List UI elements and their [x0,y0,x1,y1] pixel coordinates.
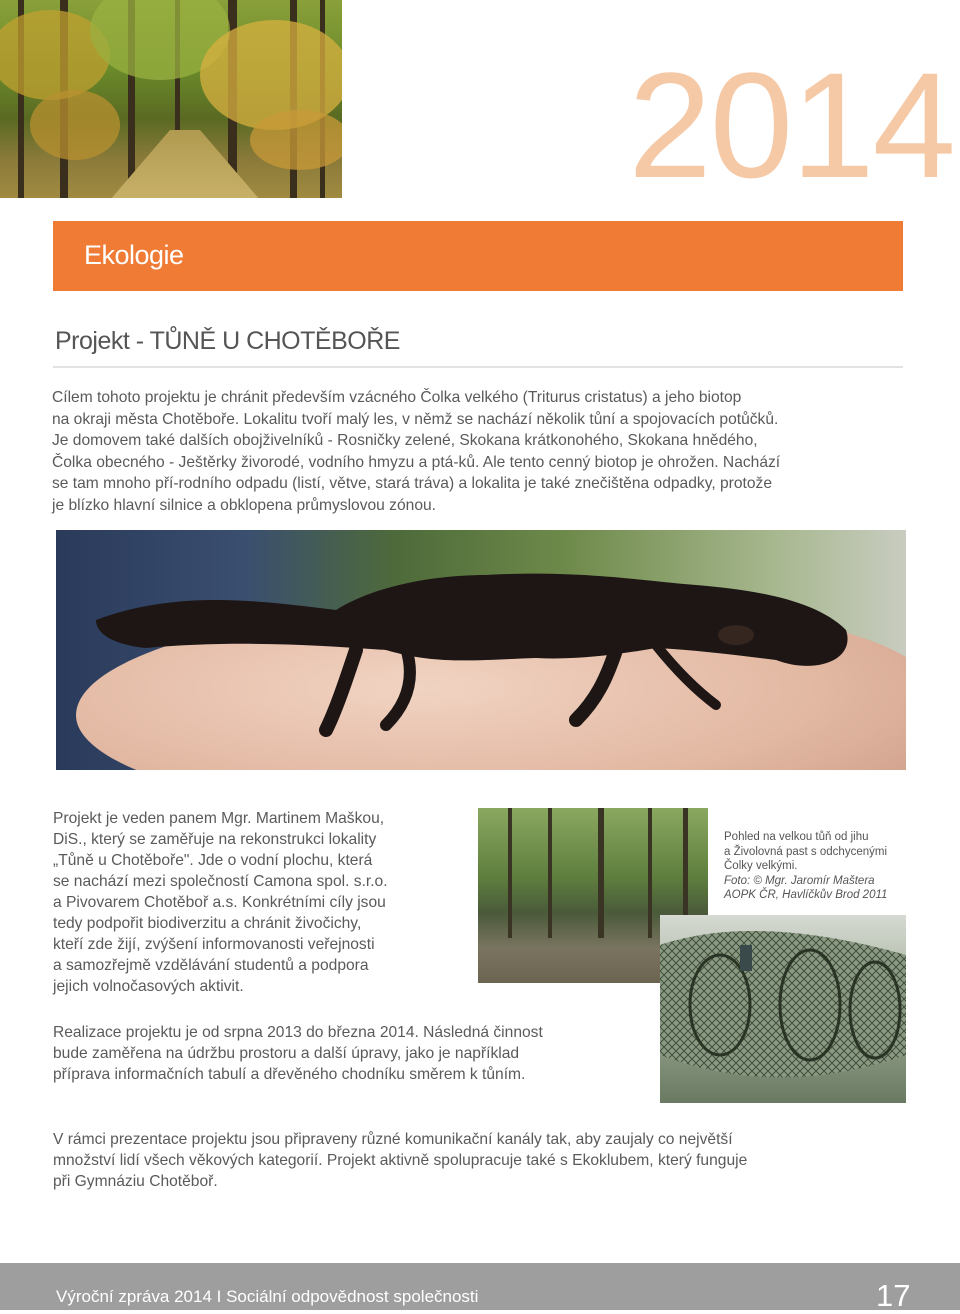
presentation-paragraph: V rámci prezentace projektu jsou připraveny různé komunikační kanály tak, aby zaujaly co největší množství lidí všech věkových kategorií. Projekt aktivně spolupracuje také s Ekoklubem, který funguje při Gymnáziu Chotěboř. [53,1131,748,1190]
project-title: Projekt - TŮNĚ U CHOTĚBOŘE [55,327,400,355]
forest-photo [0,0,342,198]
trap-photo [660,915,906,1103]
intro-paragraph: Cílem tohoto projektu je chránit především vzácného Čolka velkého (Triturus cristatus) a jeho biotop na okraji města Chotěboře. Lokalitu tvoří malý les, v němž se nachází několik tůní a spojovacích potůčků. Je domovem také dalších obojživelníků - Rosničky zelené, Skokana krátkonohého, Skokana hnědého, Čolka obecného - Ještěrky živorodé, vodního hmyzu a ptá-ků. Ale tento cenný biotop je ohrožen. Nachází se tam mnoho pří-rodního odpadu (listí, větve, stará tráva) a lokalita je také znečištěna odpadky, protože je blízko hlavní silnice a obklopena průmyslovou zónou. [52,389,781,514]
photo-caption: Pohled na velkou tůň od jihu a Živolovná past s odchycenými Čolky velkými. Foto: © Mgr. Jaromír Maštera AOPK ČR, Havlíčkův Brod 2011 [724,830,924,903]
realization-paragraph: Realizace projektu je od srpna 2013 do března 2014. Následná činnost bude zaměřena na údržbu prostoru a další úpravy, jako je například příprava informačních tabulí a dřevěného chodníku směrem k tůním. [53,1024,543,1083]
project-leader-paragraph: Projekt je veden panem Mgr. Martinem Maškou, DiS., který se zaměřuje na rekonstrukci lokality „Tůně u Chotěboře". Jde o vodní plochu, která se nachází mezi společností Camona spol. s.r.o. a Pivovarem Chotěboř a.s. Konkrétními cíly jsou tedy podpořit biodiverzitu a chránit živočichy, kteří zde žijí, zvýšení informovanosti veřejnosti a samozřejmě vzdělávání studentů a podpora jejich volnočasových aktivit. [53,810,388,995]
year-watermark: 2014 [628,41,954,209]
photo-credit: Foto: © Mgr. Jaromír Maštera [724,874,875,887]
footer-text: Výroční zpráva 2014 I Sociální odpovědnost společnosti [56,1287,479,1306]
page-number: 17 [876,1278,911,1313]
title-divider [53,366,903,368]
newt-photo [56,530,906,770]
section-title: Ekologie [84,240,184,270]
